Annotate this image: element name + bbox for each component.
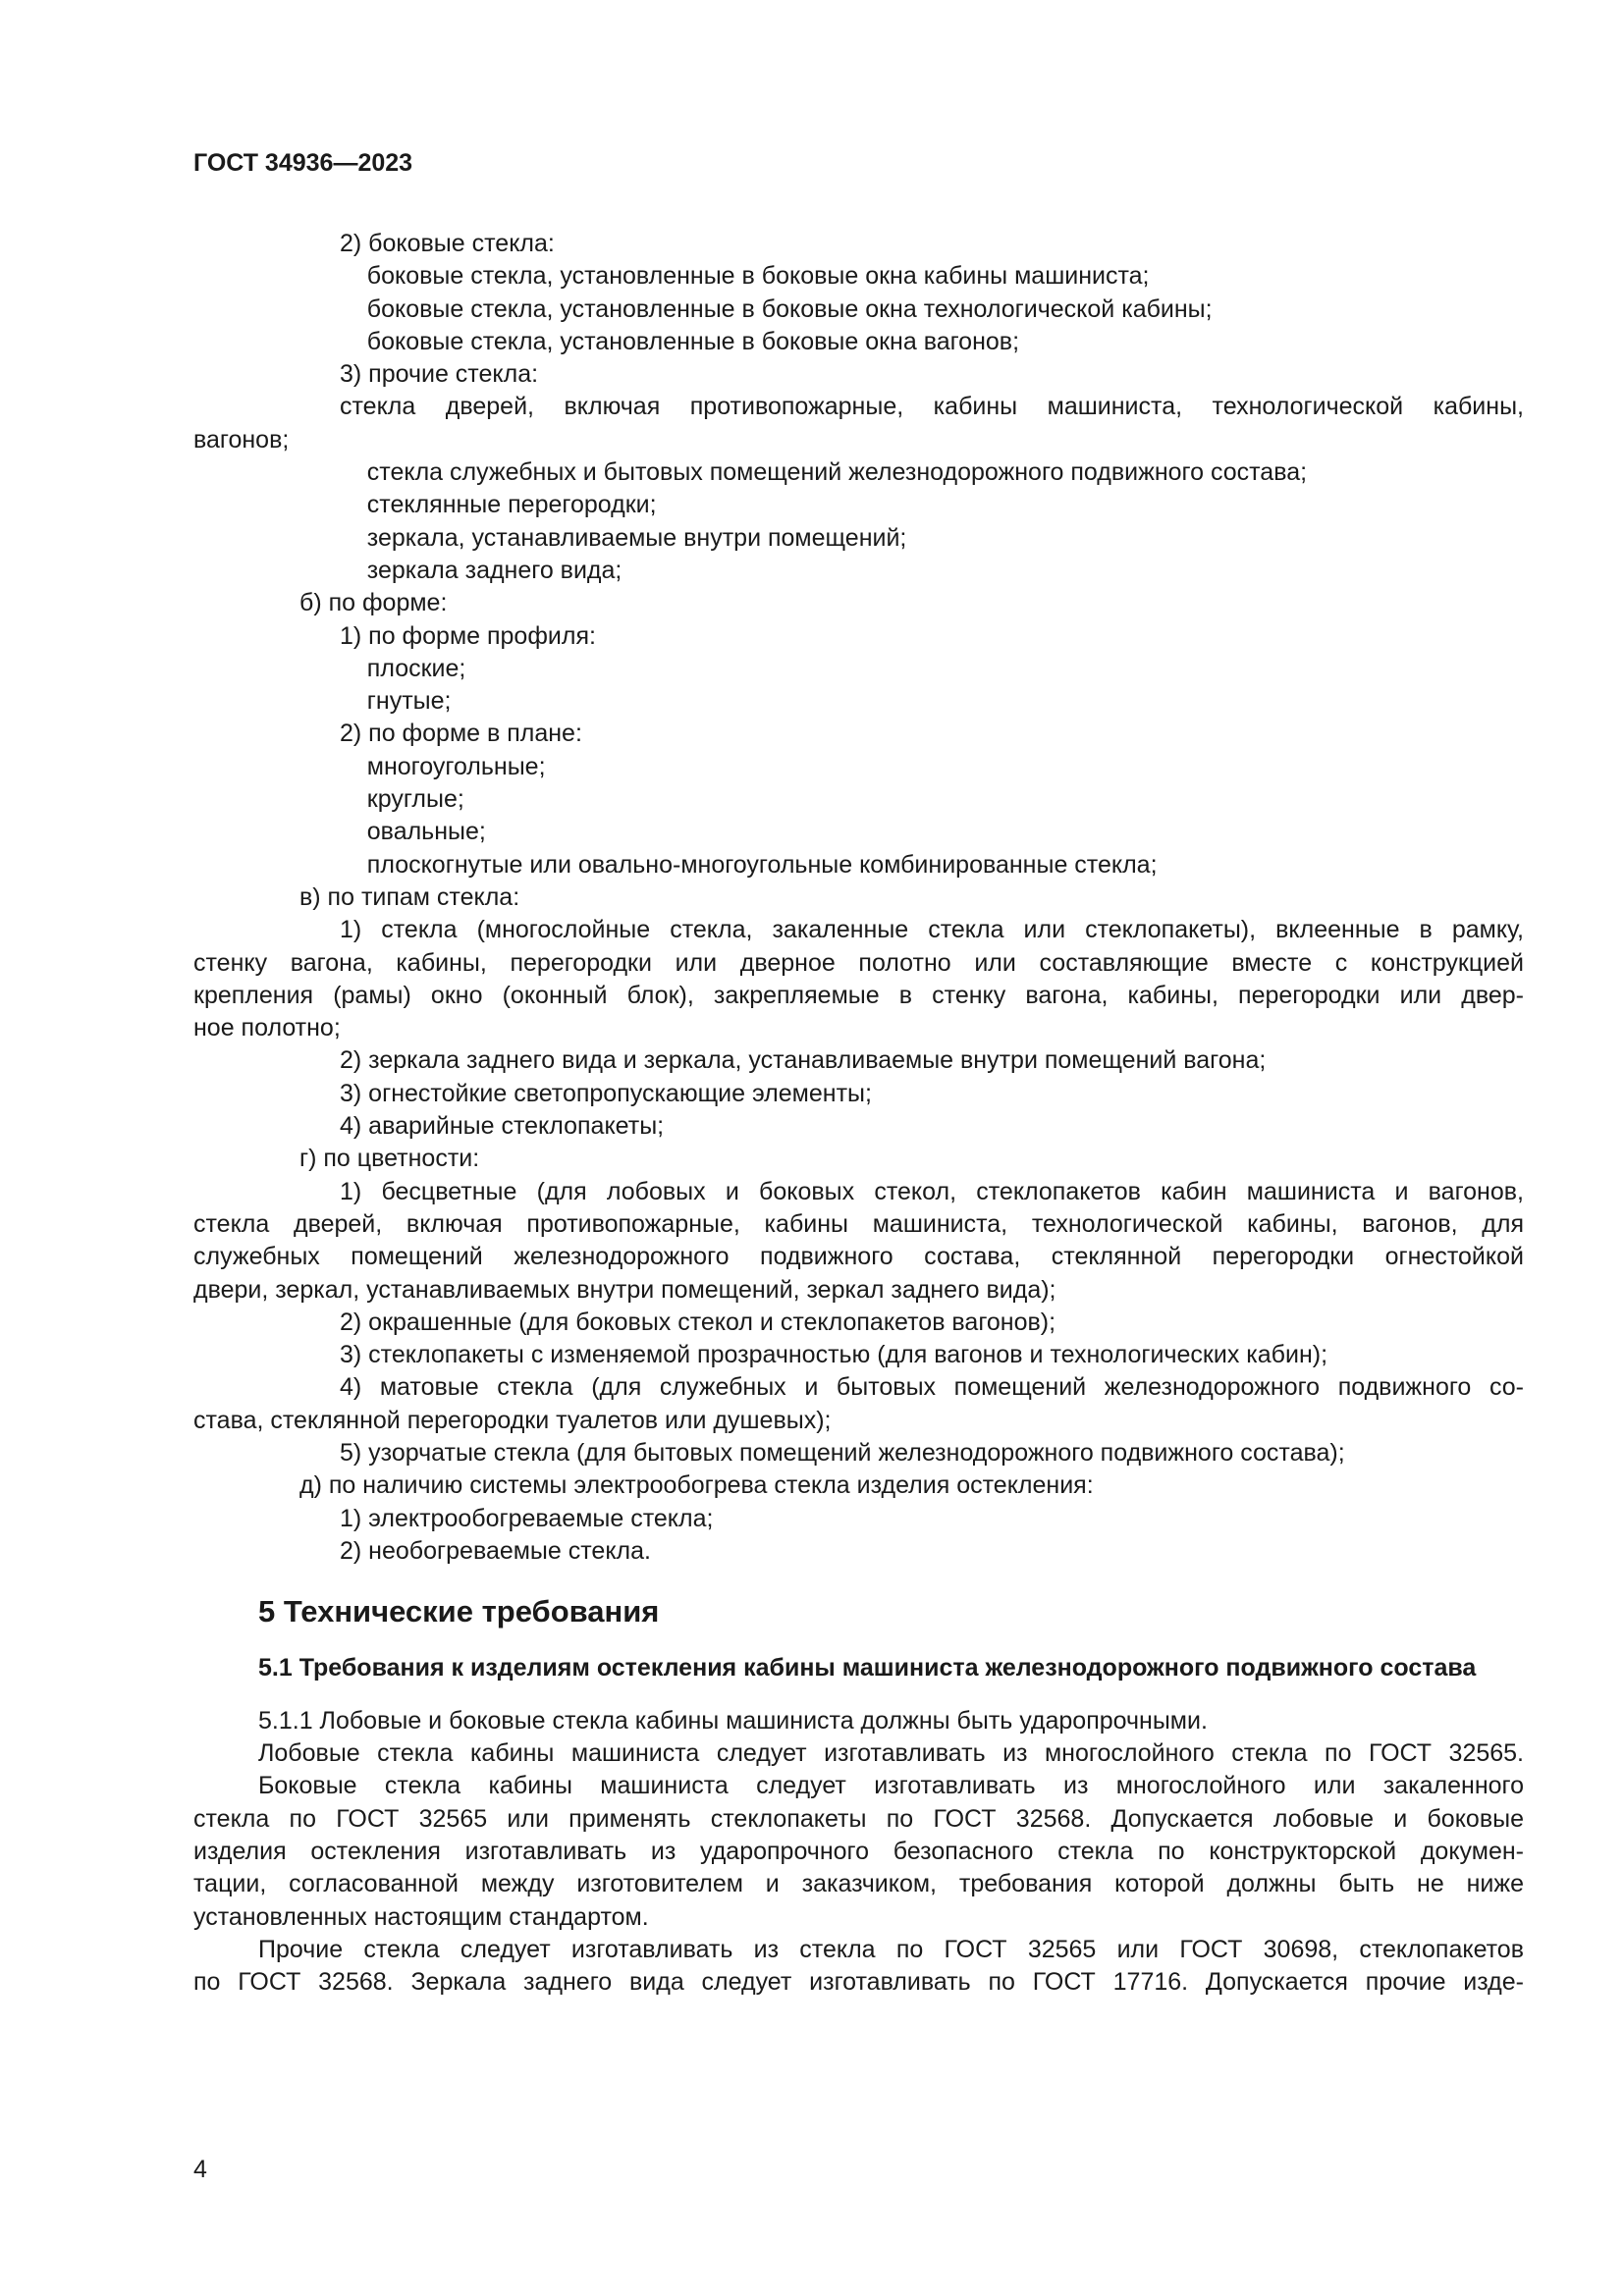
text-line: боковые стекла, установленные в боковые окна технологической кабины;: [340, 294, 1213, 323]
classification-list: [193, 228, 1524, 1568]
text-line: стекла служебных и бытовых помещений железнодорожного подвижного состава;: [340, 458, 1308, 487]
text-line: Прочие стекла следует изготавливать из стекла по ГОСТ 32565 или ГОСТ 30698, стеклопакетов: [258, 1935, 1524, 1963]
text-line: 2) окрашенные (для боковых стекол и стеклопакетов вагонов);: [340, 1308, 1056, 1336]
text-line: стенку вагона, кабины, перегородки или дверное полотно или составляющие вместе с конструкцией: [193, 948, 1524, 977]
text-line: 3) стеклопакеты с изменяемой прозрачностью (для вагонов и технологических кабин);: [340, 1341, 1328, 1369]
text-line: г) по цветности:: [299, 1145, 480, 1173]
text-line: стекла дверей, включая противопожарные, кабины машиниста, технологической кабины,: [340, 393, 1524, 421]
text-line: многоугольные;: [340, 752, 546, 780]
text-line: 4) матовые стекла (для служебных и бытовых помещений железнодорожного подвижного со-: [340, 1373, 1524, 1402]
text-line: по ГОСТ 32568. Зеркала заднего вида следует изготавливать по ГОСТ 17716. Допускается прочие изде-: [193, 1968, 1524, 1997]
section-title: 5 Технические требования: [258, 1594, 660, 1629]
document-header: ГОСТ 34936—2023: [193, 149, 413, 177]
text-line: 2) зеркала заднего вида и зеркала, устанавливаемые внутри помещений вагона;: [340, 1046, 1267, 1075]
text-line: 3) прочие стекла:: [340, 360, 539, 389]
text-line: 5) узорчатые стекла (для бытовых помещений железнодорожного подвижного состава);: [340, 1438, 1345, 1467]
text-line: става, стеклянной перегородки туалетов или душевых);: [193, 1406, 832, 1434]
text-line: боковые стекла, установленные в боковые окна кабины машиниста;: [340, 262, 1150, 291]
text-line: плоскогнутые или овально-многоугольные комбинированные стекла;: [340, 850, 1158, 879]
text-line: крепления (рамы) окно (оконный блок), закрепляемые в стенку вагона, кабины, перегородки или двер-: [193, 981, 1524, 1009]
text-line: в) по типам стекла:: [299, 882, 520, 911]
text-line: 3) огнестойкие светопропускающие элементы;: [340, 1079, 872, 1107]
requirements-text: [193, 1705, 1524, 2000]
text-line: служебных помещений железнодорожного подвижного состава, стеклянной перегородки огнестойкой: [193, 1243, 1524, 1271]
text-line: гнутые;: [340, 687, 452, 716]
text-line: плоские;: [340, 654, 466, 682]
text-line: 1) электрообогреваемые стекла;: [340, 1504, 714, 1532]
text-line: стеклянные перегородки;: [340, 491, 657, 519]
text-line: 2) по форме в плане:: [340, 720, 582, 748]
text-line: 1) стекла (многослойные стекла, закаленные стекла или стеклопакеты), вклеенные в рамку,: [340, 916, 1524, 944]
text-line: зеркала, устанавливаемые внутри помещений;: [340, 523, 907, 552]
text-line: б) по форме:: [299, 589, 448, 617]
text-line: 5.1.1 Лобовые и боковые стекла кабины машиниста должны быть ударопрочными.: [258, 1706, 1208, 1735]
text-line: боковые стекла, установленные в боковые окна вагонов;: [340, 327, 1020, 355]
text-line: 2) необогреваемые стекла.: [340, 1536, 651, 1565]
page-number: 4: [193, 2156, 207, 2183]
text-line: 1) бесцветные (для лобовых и боковых стекол, стеклопакетов кабин машиниста и вагонов,: [340, 1177, 1524, 1205]
text-line: установленных настоящим стандартом.: [193, 1902, 649, 1931]
text-line: тации, согласованной между изготовителем и заказчиком, требования которой должны быть не ниже: [193, 1870, 1524, 1898]
subsection-title: 5.1 Требования к изделиям остекления кабины машиниста железнодорожного подвижного состава: [258, 1654, 1477, 1682]
text-line: круглые;: [340, 785, 464, 814]
text-line: д) по наличию системы электрообогрева стекла изделия остекления:: [299, 1471, 1094, 1500]
text-line: ное полотно;: [193, 1014, 341, 1042]
text-line: овальные;: [340, 818, 486, 846]
text-line: Боковые стекла кабины машиниста следует изготавливать из многослойного или закаленного: [258, 1772, 1524, 1800]
text-line: стекла по ГОСТ 32565 или применять стеклопакеты по ГОСТ 32568. Допускается лобовые и боковые: [193, 1804, 1524, 1833]
text-line: двери, зеркал, устанавливаемых внутри помещений, зеркал заднего вида);: [193, 1275, 1056, 1304]
text-line: Лобовые стекла кабины машиниста следует изготавливать из многослойного стекла по ГОСТ 32565.: [258, 1739, 1524, 1768]
text-line: 4) аварийные стеклопакеты;: [340, 1112, 665, 1141]
text-line: 1) по форме профиля:: [340, 621, 596, 650]
text-line: зеркала заднего вида;: [340, 556, 623, 584]
text-line: 2) боковые стекла:: [340, 230, 555, 257]
text-line: изделия остекления изготавливать из ударопрочного безопасного стекла по конструкторской докумен-: [193, 1837, 1524, 1865]
page-body: [193, 228, 1524, 1999]
text-line: вагонов;: [193, 425, 290, 454]
text-line: стекла дверей, включая противопожарные, кабины машиниста, технологической кабины, вагонов, для: [193, 1209, 1524, 1238]
